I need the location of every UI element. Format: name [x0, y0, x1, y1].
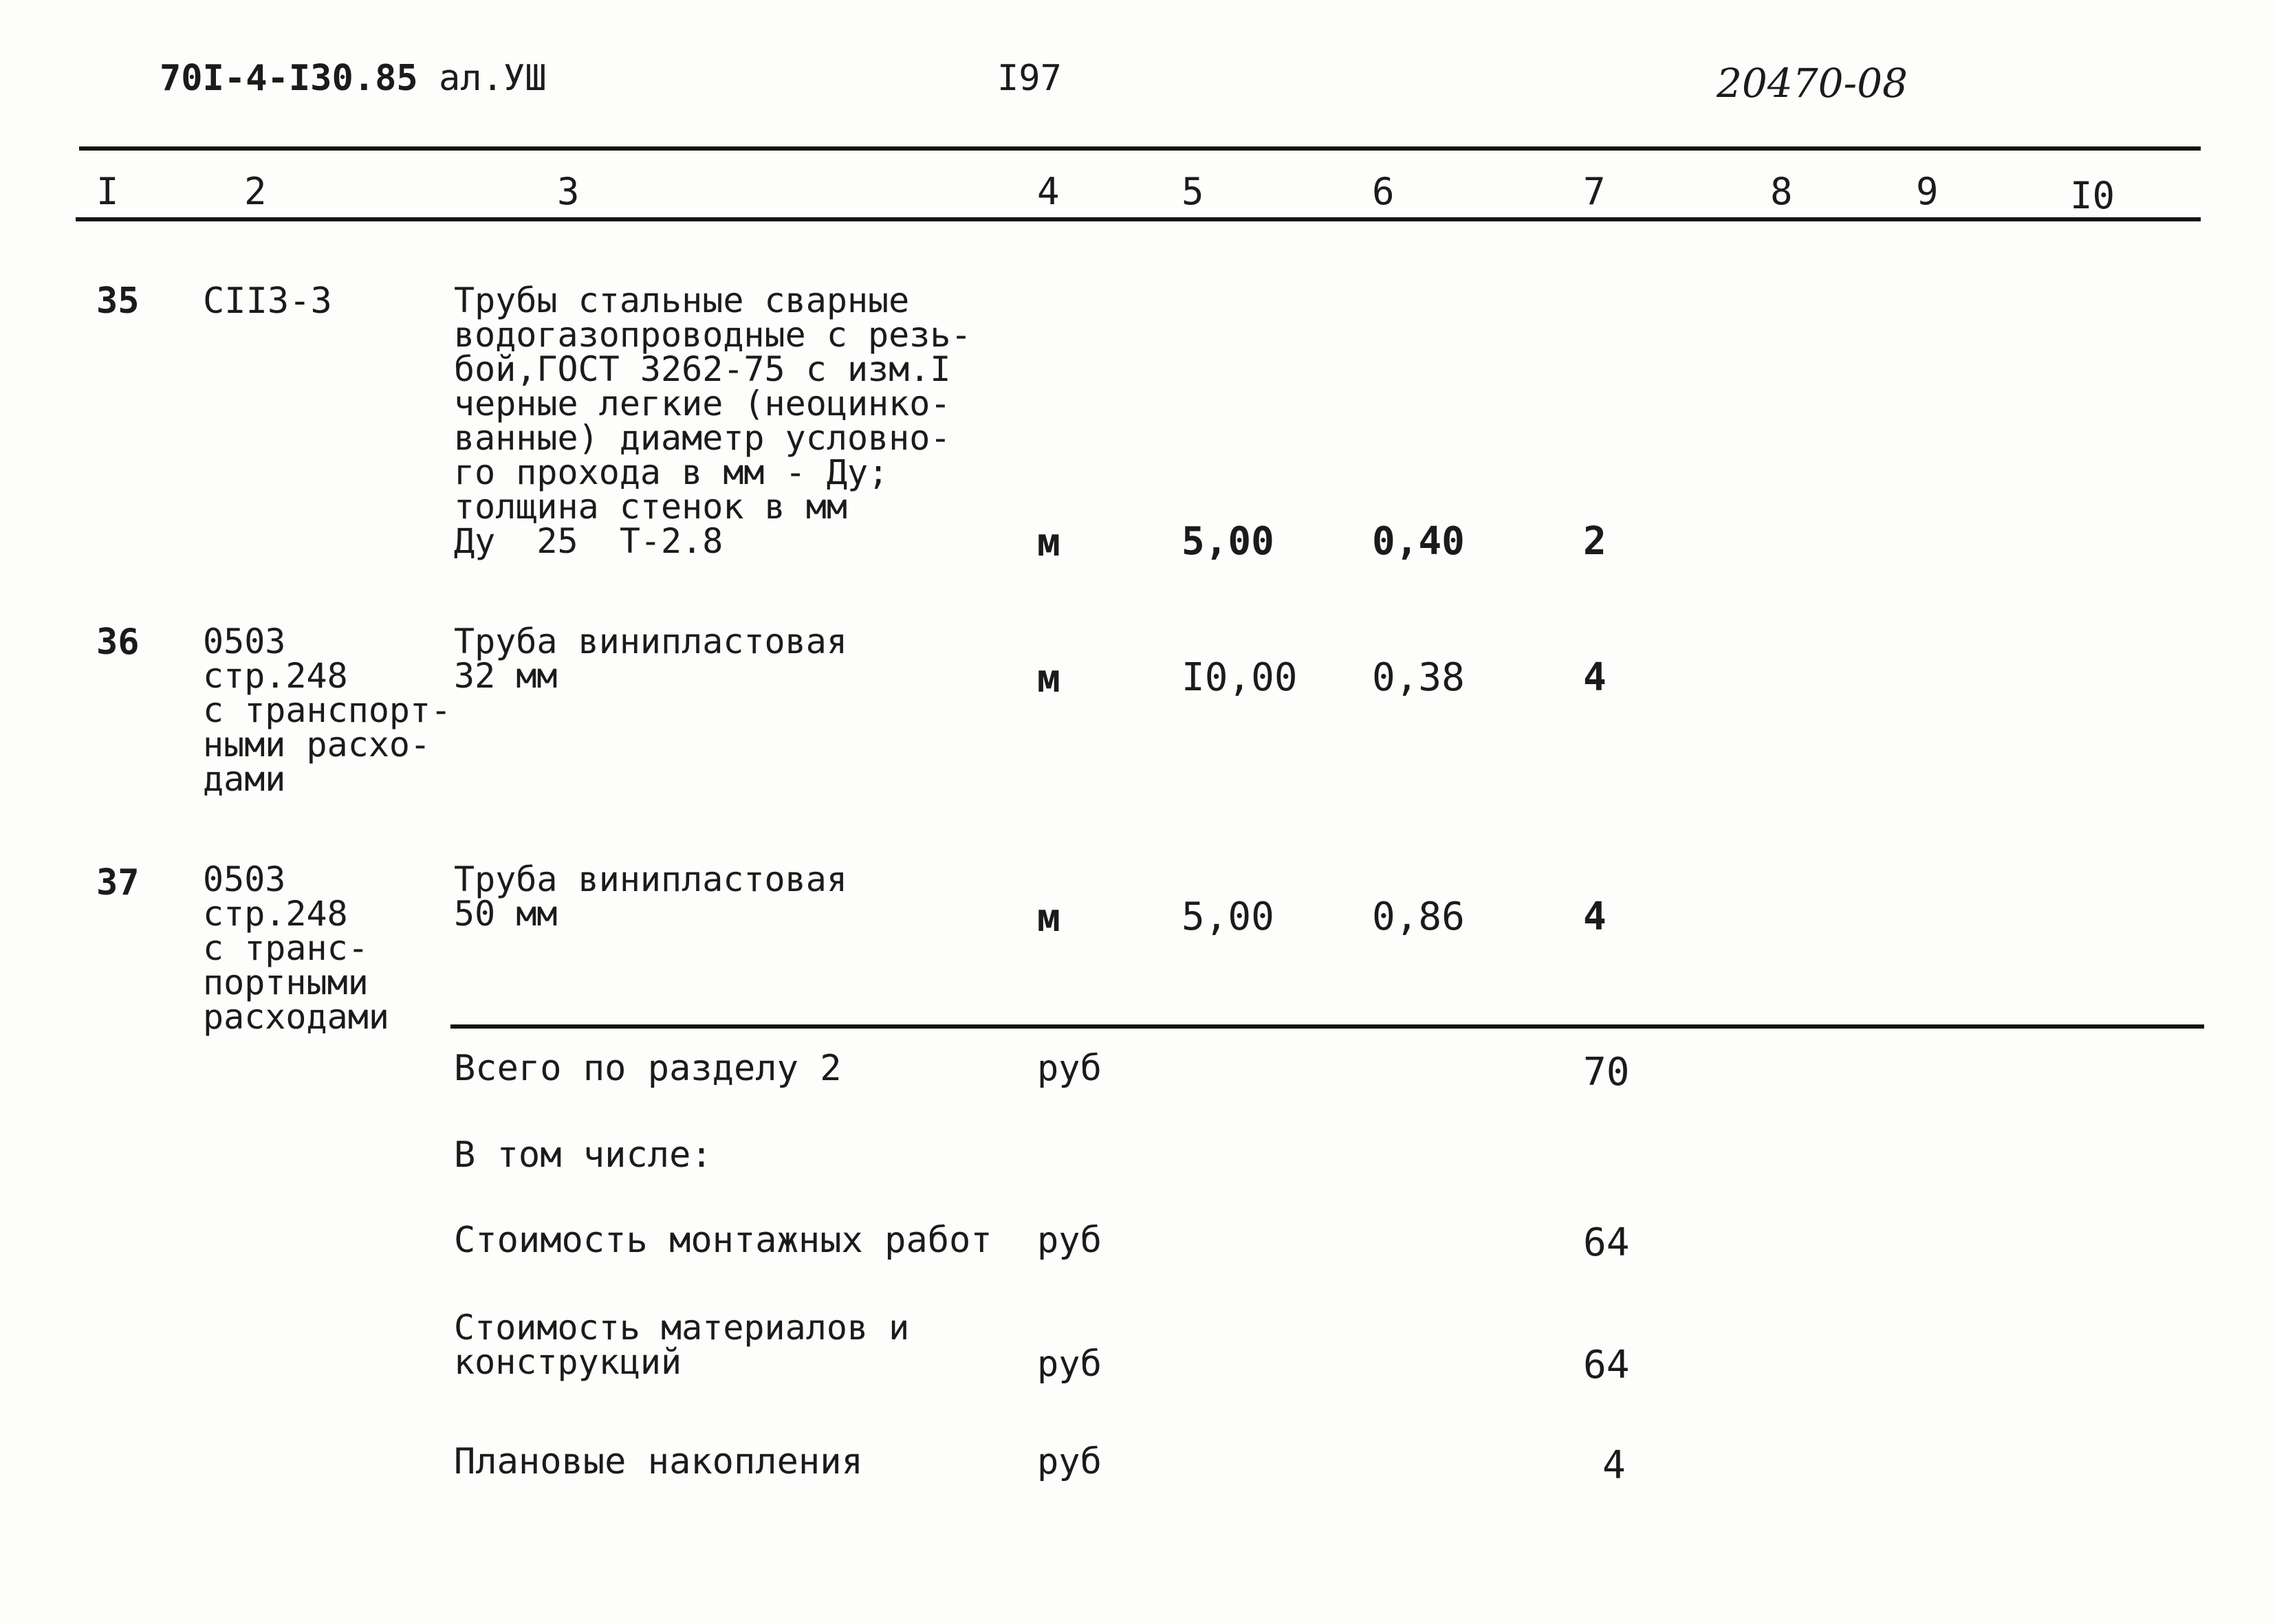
album-label: ал.УШ	[439, 58, 547, 99]
column-header-7: 7	[1583, 170, 1606, 213]
row-35-total: 2	[1583, 519, 1607, 564]
row-35-description: Трубы стальные сварные водогазопроводные с резь- бой,ГОСТ 3262-75 с изм.I черные легкие (неоцинко- ванные) диаметр условно- го прохода в мм - Ду; толщина стенок в мм Ду 25 Т-2.8	[454, 281, 972, 561]
summary-total-value: 70	[1583, 1050, 1630, 1095]
row-37-unit: м	[1037, 896, 1060, 941]
column-header-8: 8	[1770, 170, 1793, 213]
row-35-code: CII3-3	[203, 281, 332, 322]
row-36-unit: м	[1037, 657, 1060, 701]
column-header-4: 4	[1037, 170, 1060, 213]
summary-planned-label: Плановые накопления	[454, 1441, 863, 1482]
column-header-10: I0	[2070, 174, 2115, 217]
reference-number: 20470-08	[1717, 60, 1908, 107]
row-36-number: 36	[96, 622, 140, 663]
summary-planned-value: 4	[1602, 1443, 1626, 1488]
row-35-unit: м	[1037, 520, 1060, 565]
row-37-quantity: 5,00	[1182, 895, 1274, 939]
column-header-2: 2	[244, 170, 267, 213]
row-35-price: 0,40	[1372, 519, 1465, 564]
row-36-code: 0503 стр.248 с транспорт- ными расхо- дами	[203, 622, 452, 799]
summary-including-label: В том числе:	[454, 1134, 712, 1176]
row-36-price: 0,38	[1372, 655, 1465, 700]
document-code: 70I-4-I30.85	[160, 58, 418, 99]
section-total-rule	[450, 1024, 2204, 1029]
row-36-description: Труба винипластовая 32 мм	[454, 622, 847, 696]
row-37-description: Труба винипластовая 50 мм	[454, 859, 847, 934]
row-37-code: 0503 стр.248 с транс- портными расходами	[203, 859, 389, 1037]
row-36-total: 4	[1583, 655, 1607, 700]
row-37-number: 37	[96, 862, 140, 903]
column-header-6: 6	[1372, 170, 1395, 213]
summary-materials-value: 64	[1583, 1343, 1630, 1387]
summary-materials-unit: руб	[1037, 1343, 1102, 1385]
summary-installation-label: Стоимость монтажных работ	[454, 1220, 992, 1261]
summary-total-unit: руб	[1037, 1048, 1102, 1089]
summary-installation-unit: руб	[1037, 1220, 1102, 1261]
row-35-number: 35	[96, 281, 140, 322]
row-37-total: 4	[1583, 895, 1607, 939]
row-37-price: 0,86	[1372, 895, 1465, 939]
column-header-3: 3	[557, 170, 580, 213]
row-35-quantity: 5,00	[1182, 519, 1274, 564]
page-number: I97	[997, 58, 1062, 99]
column-header-1: I	[96, 170, 119, 213]
header-bottom-rule	[76, 217, 2201, 221]
row-36-quantity: I0,00	[1182, 655, 1298, 700]
header-top-rule	[79, 146, 2201, 151]
column-header-5: 5	[1182, 170, 1204, 213]
summary-materials-label: Стоимость материалов и конструкций	[454, 1308, 910, 1382]
column-header-9: 9	[1916, 170, 1939, 213]
summary-planned-unit: руб	[1037, 1441, 1102, 1482]
summary-total-label: Всего по разделу 2	[454, 1048, 842, 1089]
summary-installation-value: 64	[1583, 1220, 1630, 1265]
